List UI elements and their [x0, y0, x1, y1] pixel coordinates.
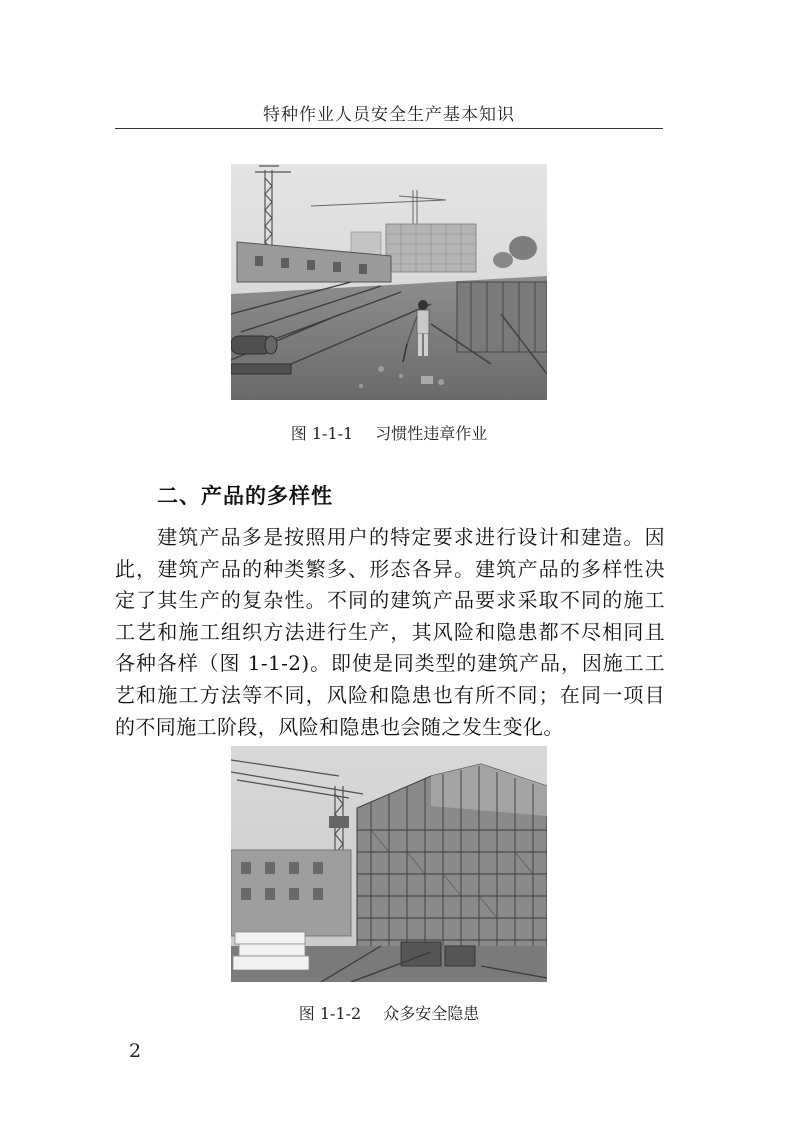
header-rule: [115, 128, 663, 129]
figure-1-title: 习惯性违章作业: [375, 424, 488, 443]
figure-2-title: 众多安全隐患: [383, 1004, 480, 1023]
running-header: 特种作业人员安全生产基本知识: [263, 105, 515, 125]
figure-1-caption: [115, 421, 663, 444]
figure-1-number: 图 1-1-1: [290, 424, 354, 443]
page-number: 2: [129, 1040, 142, 1062]
section-heading: 二、产品的多样性: [157, 484, 333, 508]
body-paragraph: 建筑产品多是按照用户的特定要求进行设计和建造。因此，建筑产品的种类繁多、形态各异。建筑产品的多样性决定了其生产的复杂性。不同的建筑产品要求采取不同的施工工艺和施工组织方法进行生产，其风险和隐患都不尽相同且各种各样（图 1-1-2)。即使是同类型的建筑产品，因施工工艺和施工方法等不同，风险和隐患也有所不同；在同一项目的不同施工阶段，风险和隐患也会随之发生变化。: [115, 525, 665, 739]
figure-2-number: 图 1-1-2: [298, 1004, 362, 1023]
figure-1-photo: [231, 164, 547, 400]
figure-2-caption: [115, 1001, 663, 1024]
figure-2-photo: [231, 746, 547, 982]
